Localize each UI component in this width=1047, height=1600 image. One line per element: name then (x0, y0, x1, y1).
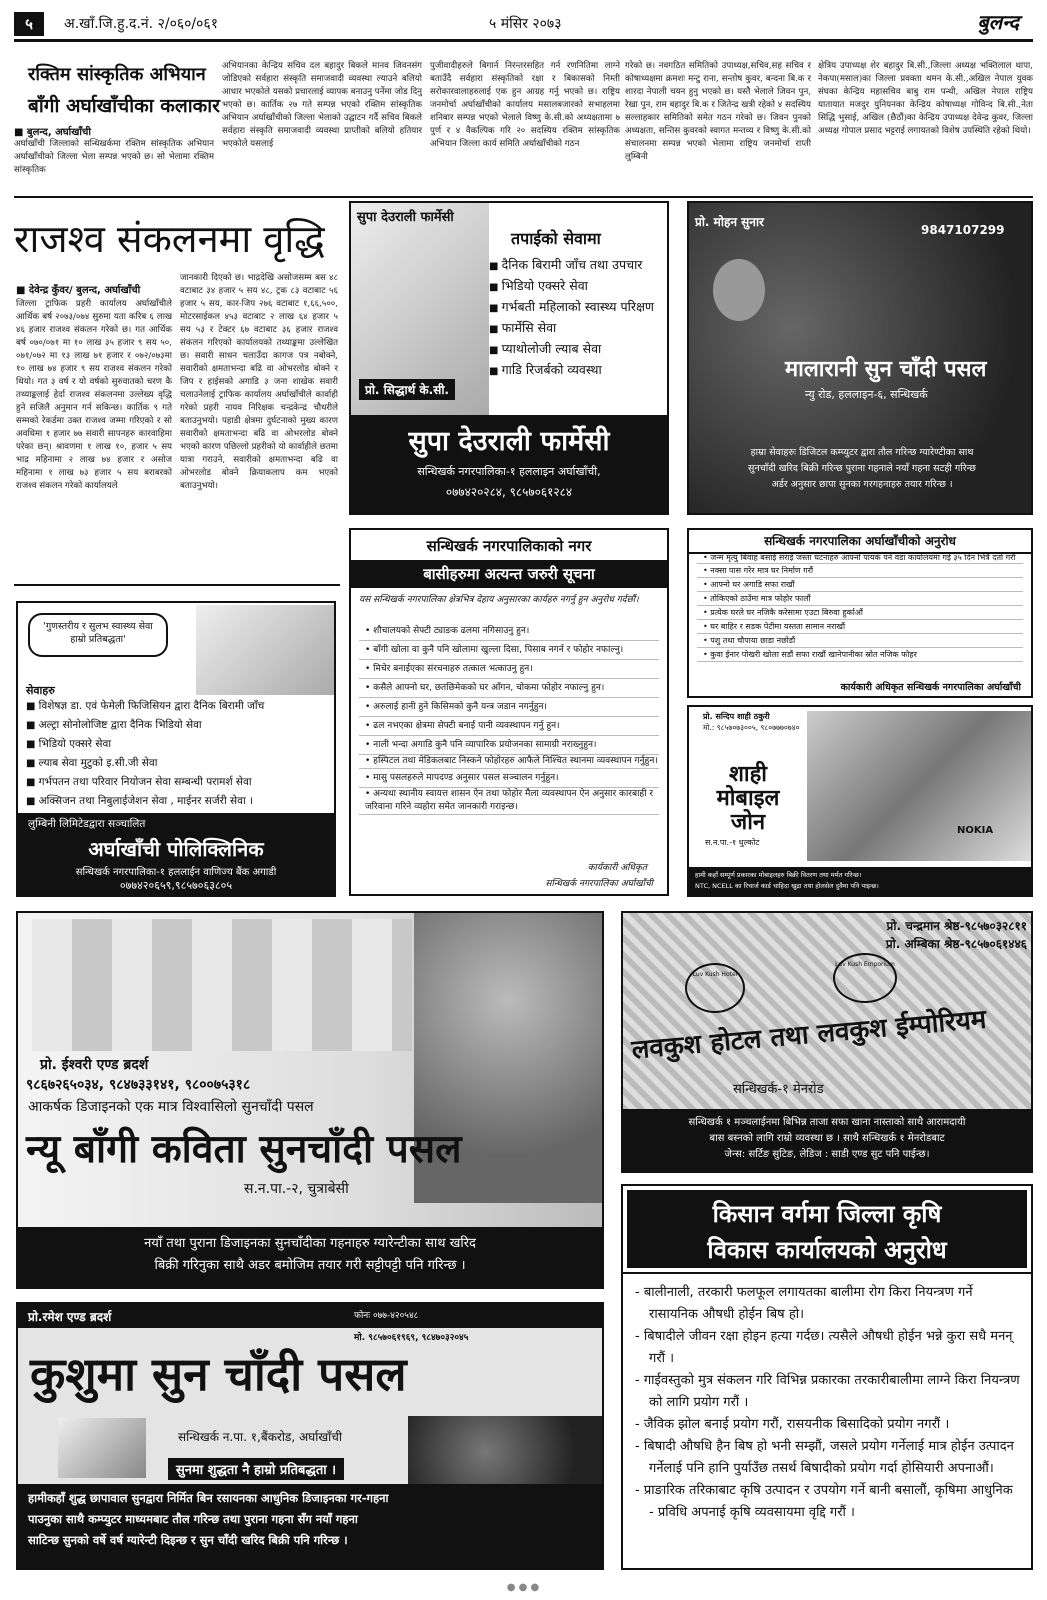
list-item: ■ गाडि रिजर्बको व्यवस्था (489, 360, 665, 381)
gold3-line-3: साटिन्छ सुनको वर्षे वर्ष ग्यारेन्टी दिइन्छ र सुन चाँदी खरिद बिक्री पनि गरिन्छ । (28, 1533, 348, 1547)
request-sign: कार्यकारी अधिकृत सन्धिखर्क नगरपालिका अर्घाखाँची (840, 682, 1021, 693)
list-item: • मिचेर बनाईएका संरचनाहरु तत्काल भत्काउनु हुन। (359, 660, 659, 679)
list-item: • तोकिएको ठाउँमा मात्र फोहोर फालौं (697, 592, 1023, 606)
revenue-col-2: जानकारी दिएको छ। भाद्रदेखि असोजसम्म बस ४८ वटाबाट ३४ हजार ५ सय ४८, ट्रक ८३ वटाबाट ५६ हजार ५ सय, कार-जिप २७६ वटाबाट १,६६,५००, मोटरसाईकल ४५३ वटाबाट २ लाख ६४ हजार ५ सय ५३ र टेक्टर ६७ वटाबाट ३६ हजार राजश्व संकलन गरिएको कार्यालयको तथ्याङ्कमा उल्लेखित छ। सवारी साधन चलाउँदा कागज पत्र नबोक्ने, सवारीको क्षमताभन्दा बढि वा ओभरलोड बोक्ने र जिप र हाईसको अगाडि ३ जना शाखेक सवारी चलाउनेलाई ट्राफिक कार्यालय अर्घाखाँचीले कार्वाही गरेको प्रहरी नायव निरिक्षक चन्द्रकेन्द्र चौधरीले बताउनुभयो। पहाडी क्षेत्रमा दुर्घटनाको मुख्य कारण सवारीको क्षमताभन्दा बढि वा ओभरलोड बोक्ने भएको कारण पछिल्लो प्रहरीको यो कार्वाहीले छतमा यात्रा गराउने, सवारीको क्षमताभन्दा बढि वा ओभरलोड बोक्ने क्रियाकलाप कम भएको बताउनुभयो। (180, 273, 338, 491)
revenue-col-1: जिल्ला ट्राफिक प्रहरी कार्यालय अर्घाखाँचीले आर्थिक बर्ष २०७३/०७४ सुरुमा यता करिब ६ लाख ४६ हजार राजश्व संकलन गरेको छ। गत आर्थिक बर्ष ०७०/०७१ मा १० लाख ३५ हजार ९ सय ५०, ०७१/०७२ मा १३ लाख ७१ हजार र ०७२/०७३मा १० लाख ७४ हजार ९ सय राजश्व संकलन गरेको थियो। गत ३ वर्ष र यो वर्षको सुरुवातको चरण कै तथ्याङ्कलाई हेर्दा राजश्व संकलनमा उल्लेख्य वृद्धि हुने सजिलै अनुमान गर्न सकिन्छ। कार्तिक ९ गते सम्मको रेकर्डमा उक्त राजश्व जम्मा गरिएको र सो अवधिमा १ हजार ७७ सवारी सापनहरु कारवाहिमा परेका छन्। श्रावणमा १ लाख १०, हजार ५ सय भाद्र महिनामा २ लाख ७४ हजार र असोज महिनामा १ लाख ७३ हजार ५ सय बराबरको राजश्व संकलन गरेको कार्यालयले (16, 299, 172, 491)
list-item: • ढल नभएका क्षेत्रमा सेफ्टी बनाई पानी व्यवस्थापन गर्नु हुन। (359, 717, 659, 736)
revenue-headline: राजश्व संकलनमा वृद्धि (14, 217, 325, 261)
hotel-address: सन्धिखर्क-१ मेनरोड (733, 1082, 824, 1097)
mobile-footer (689, 867, 1031, 895)
jewel2-tagline: आकर्षक डिजाइनको एक मात्र विश्वासिलो सुनचाँदी पसल (28, 1099, 314, 1115)
clinic-services-label: सेवाहरु (26, 684, 55, 697)
gold3-name: कुशुमा सुन चाँदी पसल (30, 1347, 407, 1401)
list-item: • जन्म मृत्यु बिवाह बसाई सराई जस्ता घटनाहरु आफ्नो पायक पर्ने वडा कार्यालयमा गई ३५ दिन भित्रै दर्ता गरौं (697, 552, 1023, 564)
clinic-quote-bubble: 'गुणस्तरीय र सुलभ स्वास्थ्य सेवा हाम्रो प्रतिबद्धता' (28, 613, 168, 657)
agri-title-2: विकास कार्यालयको अनुरोध (707, 1236, 947, 1264)
request-items (697, 552, 1023, 662)
jewel2-footer-1: नयाँ तथा पुराना डिजाइनका सुनचाँदीका गहनाहरु ग्यारेन्टीका साथ खरिद (144, 1236, 476, 1251)
new-bangi-kavita-ad (16, 911, 604, 1289)
pharmacy-proprietor: प्रो. सिद्धार्थ के.सी. (359, 379, 455, 400)
list-item: • शौचालयको सेफ्टी ट्याङक ढलमा नगिसाउनु हुन। (359, 622, 659, 641)
gold3-line-2: पाउनुका साथै कम्प्युटर माध्यमबाट तौल गरिन्छ तथा पुराना गहना सँग नयाँ गहना (28, 1512, 358, 1526)
gold1-line-3: अर्डर अनुसार छापा सुनका गरगहनाहरु तयार गरिन्छ । (771, 479, 953, 490)
mobile-shop-name (693, 763, 803, 835)
clinic-footer (18, 813, 334, 895)
nokia-label: NOKIA (957, 825, 994, 836)
list-item: ■ गर्भबती महिलाको स्वास्थ्य परिक्षण (489, 297, 665, 318)
notice-sign-2: सन्धिखर्क नगरपालिका अर्घाखाँची (545, 879, 653, 889)
clinic-services (26, 697, 332, 811)
gold1-address: न्यु रोड, हललाइन-६, सन्धिखर्क (805, 388, 928, 401)
list-item: • कसैले आफ्नो घर, छतछिमेकको घर आँगन, चोकमा फोहोर नफाल्नु हुन। (359, 679, 659, 698)
top-story-col-3: पुजीवादीहरुले बिगार्न निरन्तरसहित गर्न रणनितिमा लाग्ने बताउँदै सर्वहारा संस्कृतिको रक्षा र बिकासको निम्ती सरोकारवालाहरुलाई एक हुन आग्रह गर्नु भएको छ। राष्ट्रिय जनमोर्चा अर्घाखाँचीको कार्यालय मसालबजारको सभाहलमा शनिबार सम्पन्न भएको भेलाले विष्णु के.सी.को अध्यक्षतामा ७ पुर्ण र ४ वैकल्पिक गरि २० सदस्यिय रक्तिम सांस्कृतिक अभियान जिल्ला कार्य समिति अर्घाखाँचीको गठन (430, 61, 620, 149)
page-dots: ● ● ● (506, 1582, 540, 1593)
list-item: • नाली भन्दा अगाडि कुनै पनि व्यापारिक प्रयोजनका सामाग्री नराख्नुहुन। (359, 736, 659, 755)
gold-bars-photo (58, 1418, 146, 1478)
gold1-line-2: सुनचाँदी खरिद बिक्री गरिन्छ पुराना गहनाले नयाँ गहना सटही गरिन्छ (748, 463, 976, 474)
gold3-footer (18, 1484, 602, 1568)
notice-intro: यस सन्धिखर्क नगरपालिका क्षेत्रभित्र देहाय अनुसारका कार्यहरु नगर्नु हुन अनुरोध गर्दछौं। (359, 595, 639, 605)
gold3-phone-2: मो. ९८५७०६१९६९, ९८४७०३२०४५ (354, 1333, 469, 1343)
hotel-owner-1: प्रो. चन्द्रमान श्रेष्ठ-९८५७०३२८११ (886, 919, 1027, 933)
shahi-mobile-ad (687, 705, 1033, 897)
list-item: ■ फार्मेसि सेवा (489, 318, 665, 339)
list-item: • नक्सा पास गरेर मात्र घर निर्माण गरौं (697, 564, 1023, 578)
pharmacy-ad (349, 201, 669, 515)
top-story-headline-1: रक्तिम सांस्कृतिक अभियान (28, 64, 206, 85)
hotel-footer (623, 1109, 1031, 1171)
jewel2-name: न्यू बाँगी कविता सुनचाँदी पसल (26, 1127, 462, 1172)
jewel2-footer-2: बिक्री गरिनुका साथै अडर बमोजिम तयार गरी सट्टीपट्टी पनि गरिन्छ । (154, 1258, 466, 1273)
clinic-address: सन्धिखर्क नगरपालिका-१ हललाईन वाणिज्य बैंक अगाडी (75, 867, 277, 878)
pharmacy-name: सुपा देउराली फार्मेसी (408, 426, 610, 457)
gold1-name: मालारानी सुन चाँदी पसल (785, 357, 987, 382)
list-item: - बिषादी औषधि हैन बिष हो भनी सम्झौं, जसले प्रयोग गर्नेलाई मात्र होईन उत्पादन गर्नेलाई पनि हानि पुर्याउँछ तसर्थ बिषादीको प्रयोग गर्दा होसियारी अपनाऔं। (635, 1436, 1021, 1480)
mobile-name-1: शाही (728, 762, 768, 787)
phones-photo (807, 711, 1031, 861)
pharmacy-footer (351, 415, 667, 513)
clinic-name: अर्घाखाँची पोलिक्लिनिक (88, 837, 264, 861)
list-item: • आफ्नो घर अगाडि सफा राखौं (697, 578, 1023, 592)
list-item: • हस्पिटल तथा मेडिकलबाट निस्कने फोहोरहरु आफैले निश्चित स्थानमा व्यवस्थापन गर्नुहुन। (359, 755, 659, 769)
notice-sign-1: कार्यकारी अधिकृत (587, 863, 647, 873)
list-item: ■ ल्याब सेवा मुटुको इ.सी.जी सेवा (26, 754, 332, 773)
gold1-phone: 9847107299 (921, 223, 1005, 237)
municipality-notice-ad (349, 528, 669, 896)
hotel-desc-1: सन्धिखर्क १ मञ्चलाईनमा बिभिन्न ताजा सफा खाना नास्ताको साथै आरामदायी (688, 1117, 966, 1128)
list-item: ■ दैनिक बिरामी जाँच तथा उपचार (489, 255, 665, 276)
list-item: - बिषादीले जीवन रक्षा होइन हत्या गर्दछ। त्यसैले औषधी होईन भन्ने कुरा सधै मनन् गरौं । (635, 1326, 1021, 1370)
newspaper-logo: बुलन्द (977, 10, 1019, 34)
list-item: - प्राङारिक तरिकाबाट कृषि उत्पादन र उपयोग गर्ने बानी बसालौं, कृषिमा आधुनिक - प्रविधि अपनाई कृषि व्यवसायमा वृद्दि गरौं । (635, 1480, 1021, 1524)
list-item: • मासु पसलहरुले मापदण्ड अनुसार पसल सञ्चालन गर्नुहुन। (359, 769, 659, 788)
top-story-col-5: क्षेत्रिय उपाध्यक्ष शेर बहादुर बि.सी.,जिल्ला अध्यक्ष भक्तिलाल थापा, नेकपा(मसाल)का जिल्ला प्रवक्ता थमन के.सी.,अखिल नेपाल युवक संघका केन्द्रिय महासचिव बाबु राम पन्थी, अखिल नेपाल राष्ट्रिय यातायात मजदुर युनियनका केन्द्रिय कोषाध्यक्ष गोविन्द बि.सी.,नेता सिद्धि भुसाई, अखिल (छैठौं)का केन्द्रिय उपाध्यक्ष देवेन्द्र कुवर, जिल्ला अध्यक्ष गोपाल प्रसाद भट्टराई लगायतको विशेष उपस्थिति रहेको थियो। (818, 61, 1033, 136)
request-title: सन्धिखर्क नगरपालिका अर्घाखाँचीको अनुरोध (689, 532, 1031, 554)
top-story-col-1: अर्घाखाँची जिल्लाको सन्धिखर्कमा रक्तिम सांस्कृतिक अभियान अर्घाखाँचीको जिल्ला भेला सम्पन्न भएको छ। सो भेलामा रक्तिम सांस्कृतिक (14, 139, 214, 175)
emporium-logo: Luv Kush Emporium (833, 953, 897, 1003)
list-item: • कुवा ईनार पोखरी खोला सडौं सफा राखौं खानेपानीका स्रोत नजिक फोहर (697, 648, 1023, 662)
gold3-phone-1: फोनः ०७७-४२०५४८ (354, 1311, 419, 1321)
polyclinic-ad (16, 601, 336, 897)
pharmacy-top-name: सुपा देउराली फार्मेसी (357, 210, 454, 225)
hotel-logo: Luv Kush Hotel (685, 963, 745, 1013)
model-portrait (713, 259, 765, 321)
hotel-desc-2: बास बस्नको लागि राम्रो व्यवस्था छ । साथै सन्धिखर्क १ मेनरोडबाट (709, 1133, 945, 1144)
registration-number: अ.खाँ.जि.हु.द.नं. २/०६०/०६१ (64, 16, 218, 32)
revenue-byline: ■ देवेन्द्र कुँवर/ बुलन्द, अर्घाखाँची (16, 285, 141, 296)
list-item: • अन्यथा स्थानीय स्वायत्त शासन ऐन तथा फोहोर मैला व्यवस्थापन ऐन अनुसार कारबाही र जरिवाना गरिने व्यहोरा समेत जानकारी गराइन्छ। (359, 788, 659, 815)
page-header (14, 8, 1033, 42)
gold3-motto: सुनमा शुद्धता नै हाम्रो प्रतिबद्धता । (168, 1458, 344, 1480)
list-item: • अरुलाई हानी हुने किसिमको कुनै यन्त्र जडान नगर्नुहुन। (359, 698, 659, 717)
jewel2-address: स.न.पा.-२, चुत्राबेसी (244, 1181, 349, 1197)
kushuma-gold-ad (16, 1302, 604, 1570)
notice-title-2: बासीहरुमा अत्यन्त जरुरी सूचना (351, 560, 667, 588)
clinic-phone: ०७७४२०६५९,९८५७०६३८०५ (119, 879, 233, 892)
pharmacy-phone: ०७७४२०२८४, ९८५७०६१२८४ (445, 485, 573, 499)
list-item: - गाईवस्तुको मुत्र संकलन गरि विभिन्न प्रकारका तरकारीबालीमा लाग्ने किरा नियन्त्रण को लागि प्रयोग गरौं । (635, 1370, 1021, 1414)
notice-title-1: सन्धिखर्क नगरपालिकाको नगर (426, 537, 592, 555)
page-number: ५ (14, 12, 44, 36)
mobile-footer-1: हामी कहाँ सम्पूर्ण प्रकारका मोबाइलहरु बिक्री वितरण तथा मर्मत गरिन्छ। (695, 871, 862, 879)
jewel2-proprietor: प्रो. ईश्वरी एण्ड ब्रदर्श (40, 1057, 149, 1073)
gold1-proprietor: प्रो. मोहन सुनार (695, 215, 764, 229)
list-item: ■ भिडियो एक्सरे सेवा (489, 276, 665, 297)
mobile-address: स.न.पा.-१ धुल्कोट (705, 838, 760, 847)
list-item: ■ अल्ट्रा सोनोलोजिष्ट द्वारा दैनिक भिडियो सेवा (26, 716, 332, 735)
gold1-services (697, 445, 1027, 493)
jewel2-phones: ९८६७२६५०३४, ९८४७३३१४१, ९८००७५३१८ (26, 1077, 251, 1093)
agriculture-office-ad (621, 1184, 1033, 1570)
gold1-line-1: हाम्रा सेवाहरुः डिजिटल कम्प्युटर द्वारा तौल गरिन्छ ग्यारेण्टीका साथ (750, 447, 974, 458)
hotel-desc-3: जेन्स: सर्टिङ सुटिङ, लेडिज : साडी एण्ड सुट पनि पाईन्छ। (724, 1149, 930, 1160)
gold3-line-1: हामीकहाँ शुद्ध छापावाल सुनद्वारा निर्मित बिन रसायनका आधुनिक डिजाइनका गर-गहना (28, 1491, 389, 1505)
issue-date: ५ मंसिर २०७३ (489, 16, 562, 32)
hotel-owner-2: प्रो. अम्बिका श्रेष्ठ-९८५७०६१४४६ (885, 937, 1027, 951)
malarani-gold-ad (687, 201, 1033, 515)
pharmacy-tagline: तपाईको सेवामा (511, 229, 601, 248)
list-item: • प्रत्येक घरले घर नजिकै करेसामा एउटा बिरुवा हुर्काऔं (697, 606, 1023, 620)
agri-title (623, 1186, 1031, 1272)
hotel-name: लवकुश होटल तथा लवकुश ईम्पोरियम (630, 1004, 988, 1066)
gold3-address: सन्धिखर्क न.पा. १,बैंकरोड, अर्घाखाँची (178, 1430, 343, 1444)
divider (14, 584, 340, 586)
pharmacy-address: सन्धिखर्क नगरपालिका-१ हललाइन अर्घाखाँची, (417, 465, 601, 478)
agri-title-1: किसान वर्गमा जिल्ला कृषि (712, 1200, 942, 1228)
list-item: ■ विशेषज्ञ डा. एवं फेमेली फिजिसियन द्वारा दैनिक बिरामी जाँच (26, 697, 332, 716)
list-item: ■ अक्सिजन तथा निबुलाईजेशन सेवा , माईनर सर्जरी सेवा । (26, 792, 332, 811)
mobile-phones: मो.: ९८५७०७३००५, ९८०७७७०७४० (703, 723, 800, 732)
list-item: ■ भिडियो एक्सरे सेवा (26, 735, 332, 754)
mobile-name-2: मोबाइल (716, 786, 780, 811)
notice-items (359, 622, 659, 815)
top-story-byline: ■ बुलन्द, अर्घाखाँची (14, 127, 91, 138)
list-item: ■ प्याथोलोजी ल्याब सेवा (489, 339, 665, 360)
municipality-request-ad (687, 528, 1033, 698)
divider (14, 196, 1033, 198)
luv-kush-hotel-ad (621, 911, 1033, 1173)
agri-items (635, 1282, 1021, 1524)
top-story-col-2: अभियानका केन्द्रिय सचिव दल बहादुर बिकले मानव जिवनसंग जोडिएको सर्वहारा संस्कृति समाजवादी व्यवस्था ल्याउने बलियो आधार भएकोले यसको प्रचारलाई व्यापक बनाउनु पर्नेमा जोड दिनु भएको छ। कार्तिक २७ गते सम्पन्न भएको रक्तिम सांस्कृतिक अभियान अर्घाखाँचीको जिल्ला भेलाको उद्घाटन गर्दै सचिव बिकले सर्वहारा संस्कृति समाजवादी व्यवस्था प्राप्तीको बलियो हतियार भएकोले यसलाई (222, 61, 422, 149)
mobile-footer-2: NTC, NCELL का रिचार्ज कार्ड चाहिदा खुद्रा तथा होलसेल दुवैमा पनि पाइन्छ। (695, 882, 879, 890)
jewel2-footer (18, 1227, 602, 1287)
list-item: • घर बाहिर र सडक पेटीमा यस्तता सामान नराखौं (697, 620, 1023, 634)
clinic-operator: लुम्बिनी लिमिटेडद्वारा सञ्चालित (28, 818, 146, 830)
top-story-headline-2: बाँगी अर्घाखाँचीका कलाकार (28, 95, 220, 117)
pharmacy-services (489, 255, 665, 381)
list-item: - बालीनाली, तरकारी फलफूल लगायतका बालीमा रोग किरा नियन्त्रण गर्ने रासायनिक औषधी होईन बिष हो। (635, 1282, 1021, 1326)
gold3-proprietor: प्रो.रमेश एण्ड ब्रदर्श (28, 1310, 112, 1324)
doctor-photo (196, 605, 334, 695)
mobile-name-3: जोन (730, 810, 766, 835)
top-story-col-4: गरेको छ। नवगठित समितिको उपाध्यक्ष,सचिव,सह सचिव र कोषाध्यक्षमा क्रमशः मन्टु राना, सन्तोष कुवर, बन्दना बि.क र शारदा नेपाली चयन हुनु भएको छ। यस्तै भेलाले जिवन पुन, रेखा पुन, राम बहादुर बि.क र जितेन्द्र खत्री रहेको ४ सदस्यिय सल्लाहकार समितिको समेत गठन गरेको छ। जिवन पुनको अध्यक्षता, सन्तिस कुवरको स्वागत मन्तव्य र विष्णु के.सी.को संचालनमा सम्पन्न भएको भेलामा राष्ट्रिय जनमोर्चा राप्ती लुम्बिनी (625, 61, 811, 162)
list-item: - जैविक झोल बनाई प्रयोग गरौं, रासयनीक बिसादिको प्रयोग नगरौं । (635, 1414, 1021, 1436)
list-item: ■ गर्भपतन तथा परिवार नियोजन सेवा सम्बन्धी परामर्श सेवा (26, 773, 332, 792)
jewelry-photo (32, 919, 412, 1051)
list-item: • पशु तथा चौपाया छाडा नछोडौं (697, 634, 1023, 648)
mobile-proprietor: प्रो. सन्दिप शाही ठकुरी (703, 712, 770, 721)
list-item: • बाँगी खोला वा कुनै पनि खोलामा खुल्ला दिसा, पिसाब नगर्न र फोहोर नफाल्नु। (359, 641, 659, 660)
